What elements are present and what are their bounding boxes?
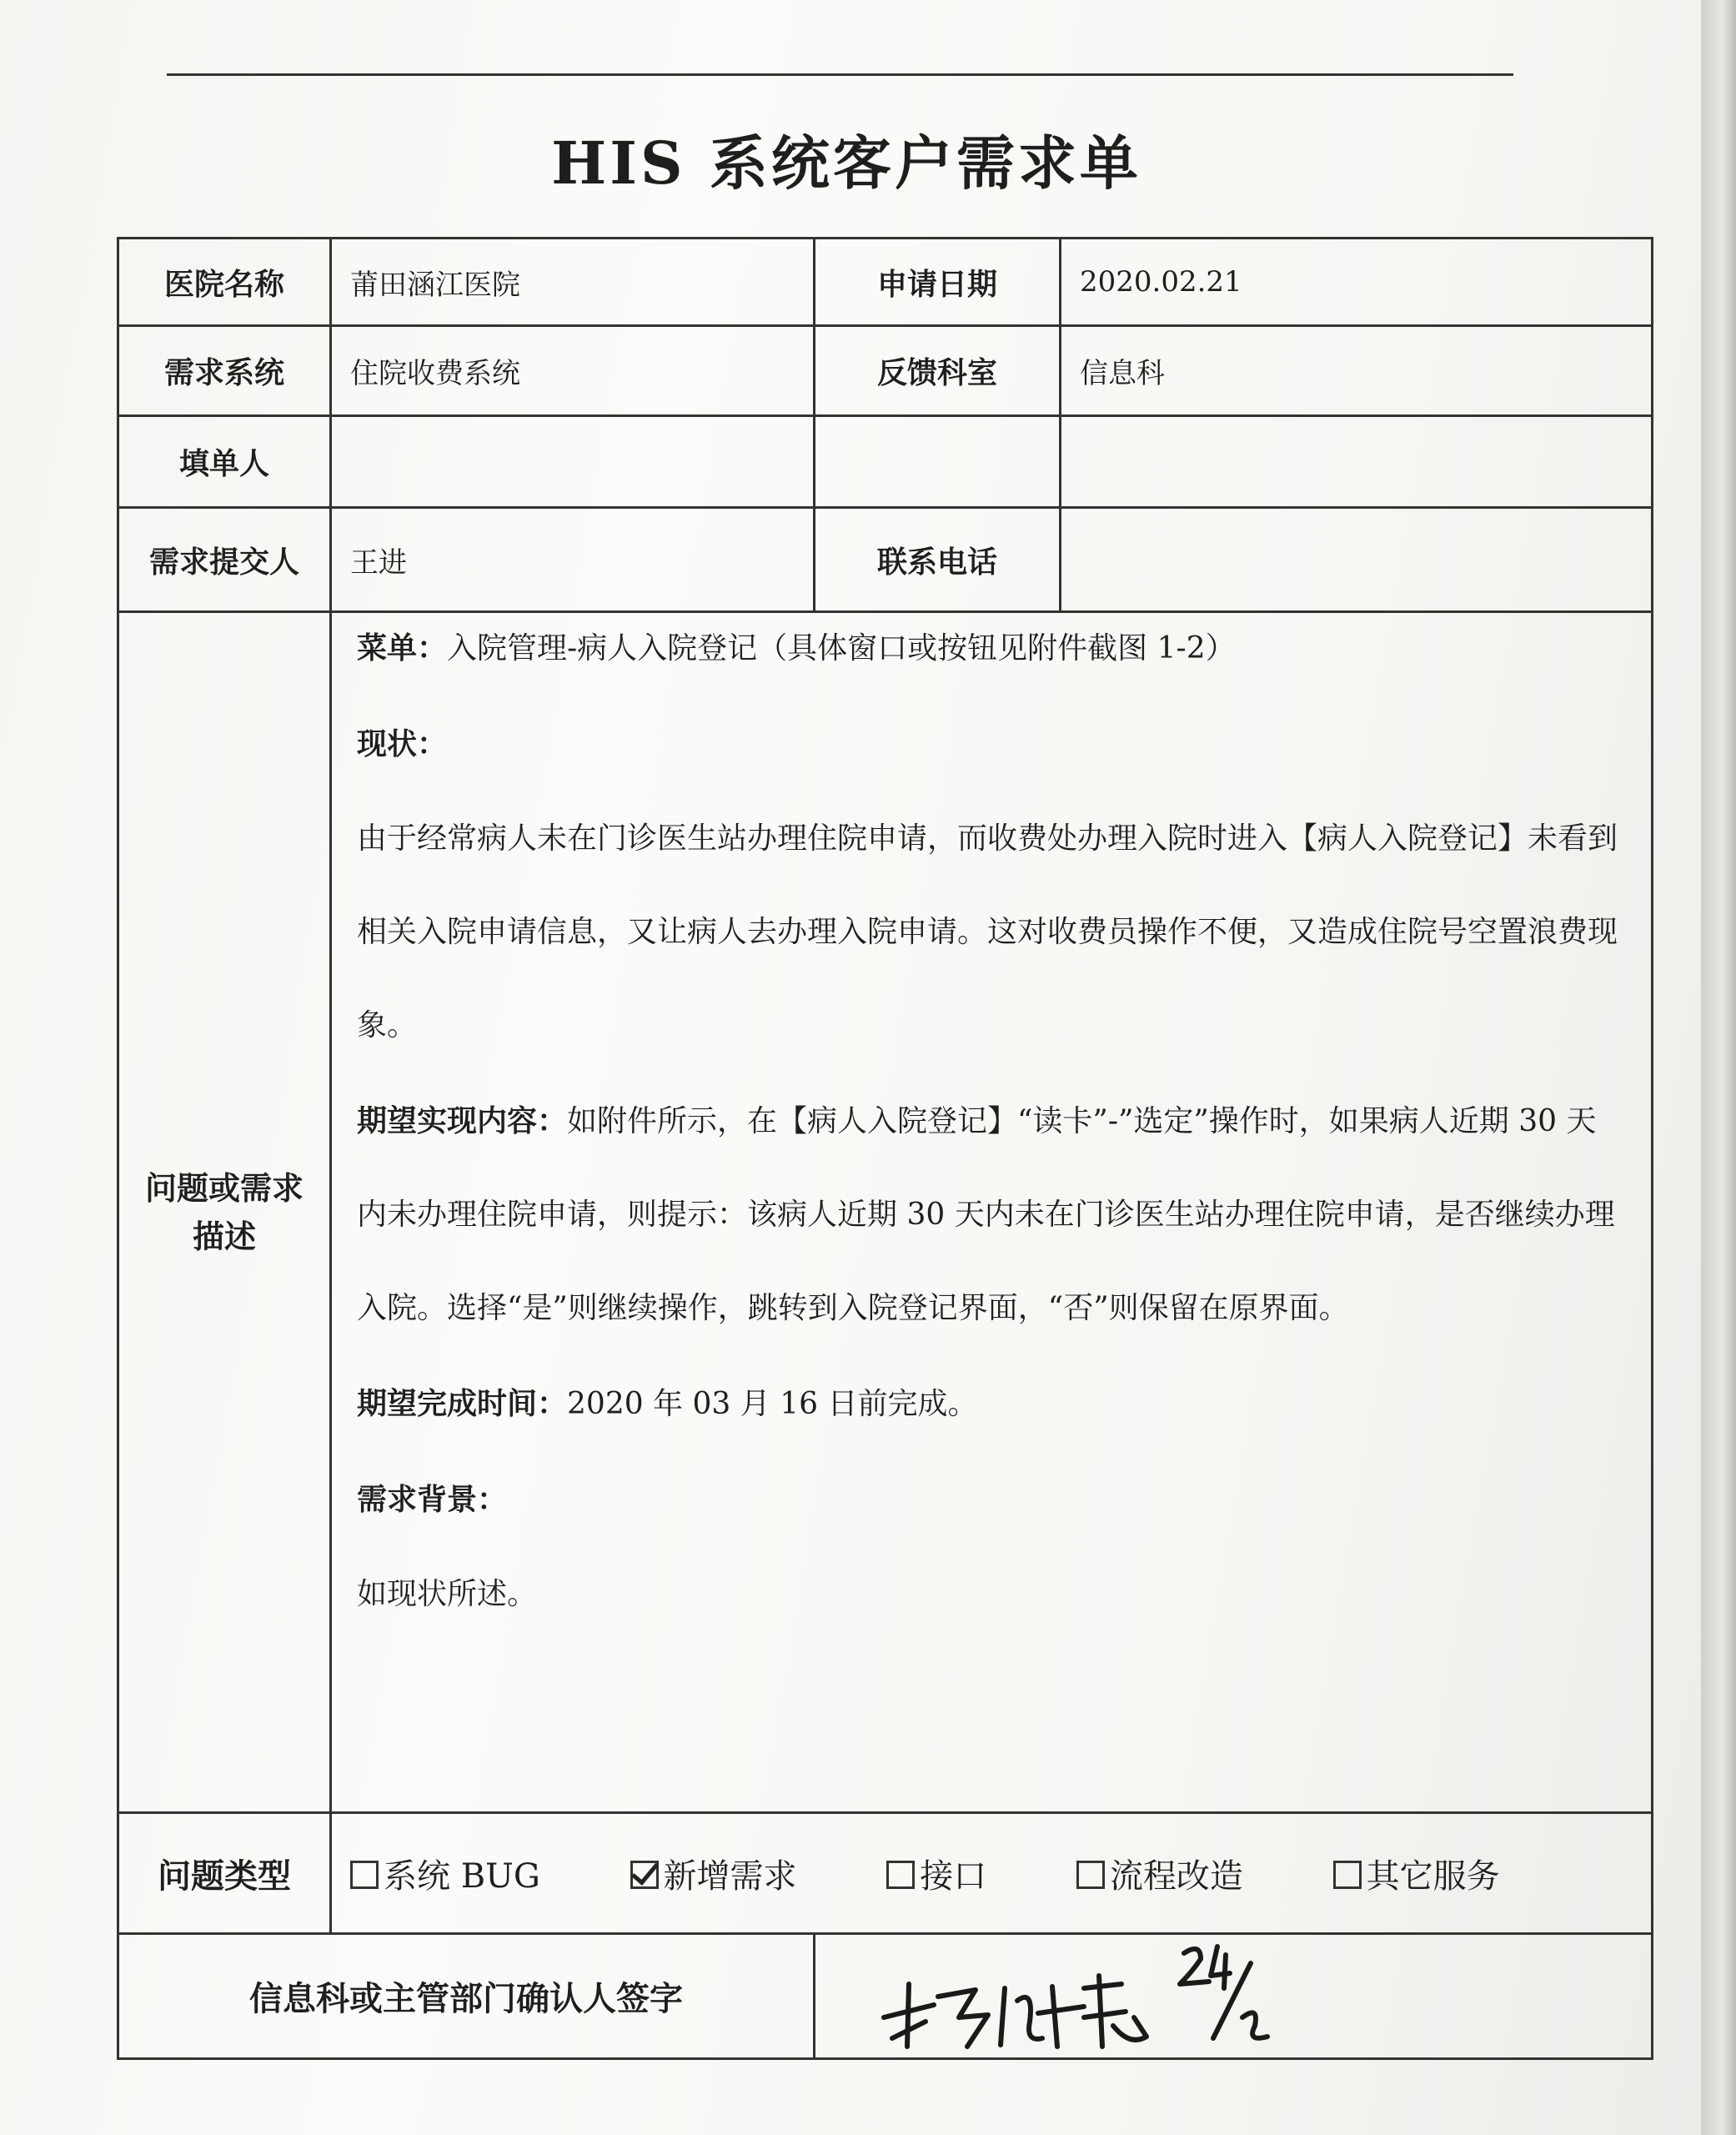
row-filler: [118, 416, 1653, 508]
row-submitter: [118, 508, 1653, 612]
system-label: 需求系统: [118, 326, 331, 416]
option-system-bug[interactable]: [350, 1850, 540, 1897]
signature-area: [815, 1934, 1653, 2059]
option-label: 其它服务: [1366, 1856, 1500, 1896]
row-problem-type: [118, 1813, 1653, 1934]
option-label: 系统 BUG: [384, 1856, 540, 1896]
checkbox-icon[interactable]: [1333, 1861, 1362, 1889]
problem-type-label: 问题类型: [118, 1813, 331, 1934]
system-value: 住院收费系统: [331, 326, 815, 416]
date-value: 2020.02.21: [1061, 239, 1653, 326]
submitter-value: 王进: [331, 508, 815, 612]
menu-line: [357, 625, 1626, 672]
checkbox-icon[interactable]: [1076, 1861, 1105, 1889]
row-description: [118, 612, 1653, 1813]
deadline-line: [357, 1380, 1626, 1428]
option-process-redesign[interactable]: [1076, 1850, 1243, 1897]
expect-heading: 期望实现内容：: [357, 1103, 568, 1138]
description-label: 问题或需求描述: [118, 612, 331, 1813]
status-heading: 现状：: [357, 726, 448, 761]
status-text: 由于经常病人未在门诊医生站办理住院申请，而收费处办理入院时进入【病人入院登记】未看到相关入院申请信息，又让病人去办理入院申请。这对收费员操作不便，又造成住院号空置浪费现象。: [357, 821, 1618, 1042]
option-new-requirement[interactable]: [630, 1850, 797, 1897]
option-label: 新增需求: [663, 1856, 797, 1896]
row-hospital: [118, 239, 1653, 326]
option-other-service[interactable]: [1333, 1850, 1500, 1897]
menu-text: 入院管理-病人入院登记（具体窗口或按钮见附件截图 1-2）: [447, 631, 1236, 666]
description-body: [331, 612, 1653, 1813]
menu-heading: 菜单：: [357, 630, 448, 666]
phone-label: 联系电话: [815, 508, 1061, 612]
option-label: 接口: [920, 1856, 987, 1896]
expect-paragraph: [357, 1074, 1626, 1355]
filler-empty-cell-a: [815, 416, 1061, 508]
form-title: HIS 系统客户需求单: [551, 128, 1141, 198]
checkbox-checked-icon[interactable]: [630, 1861, 659, 1889]
checkbox-icon[interactable]: [350, 1861, 379, 1889]
expect-text: 如附件所示，在【病人入院登记】“读卡”-”选定”操作时，如果病人近期 30 天内未办理住院申请，则提示：该病人近期 30 天内未在门诊医生站办理住院申请，是否继续办理入院。选择“是”则继续操作，跳转到入院登记界面，“否”则保留在原界面。: [357, 1104, 1615, 1325]
filler-empty-cell-b: [1061, 416, 1653, 508]
dept-label: 反馈科室: [815, 326, 1061, 416]
hospital-value: 莆田涵江医院: [331, 239, 815, 326]
request-form-table: [117, 237, 1653, 2060]
row-signature: [118, 1934, 1653, 2059]
dept-value: 信息科: [1061, 326, 1653, 416]
option-interface[interactable]: [886, 1850, 986, 1897]
option-label: 流程改造: [1109, 1856, 1243, 1896]
filler-value: [331, 416, 815, 508]
deadline-text: 2020 年 03 月 16 日前完成。: [567, 1387, 978, 1421]
handwritten-signature-icon: [834, 1938, 1584, 2055]
hospital-label: 医院名称: [118, 239, 331, 326]
background-heading: 需求背景：: [357, 1482, 508, 1517]
row-system: [118, 326, 1653, 416]
filler-label: 填单人: [118, 416, 331, 508]
paper-edge: [1701, 0, 1736, 2135]
date-label: 申请日期: [815, 239, 1061, 326]
submitter-label: 需求提交人: [118, 508, 331, 612]
deadline-heading: 期望完成时间：: [357, 1386, 568, 1421]
signature-label: 信息科或主管部门确认人签字: [118, 1934, 815, 2059]
phone-value: [1061, 508, 1653, 612]
top-rule: [167, 73, 1513, 76]
problem-type-options: [331, 1813, 1653, 1934]
background-text: 如现状所述。: [357, 1577, 538, 1611]
checkbox-icon[interactable]: [886, 1861, 915, 1889]
